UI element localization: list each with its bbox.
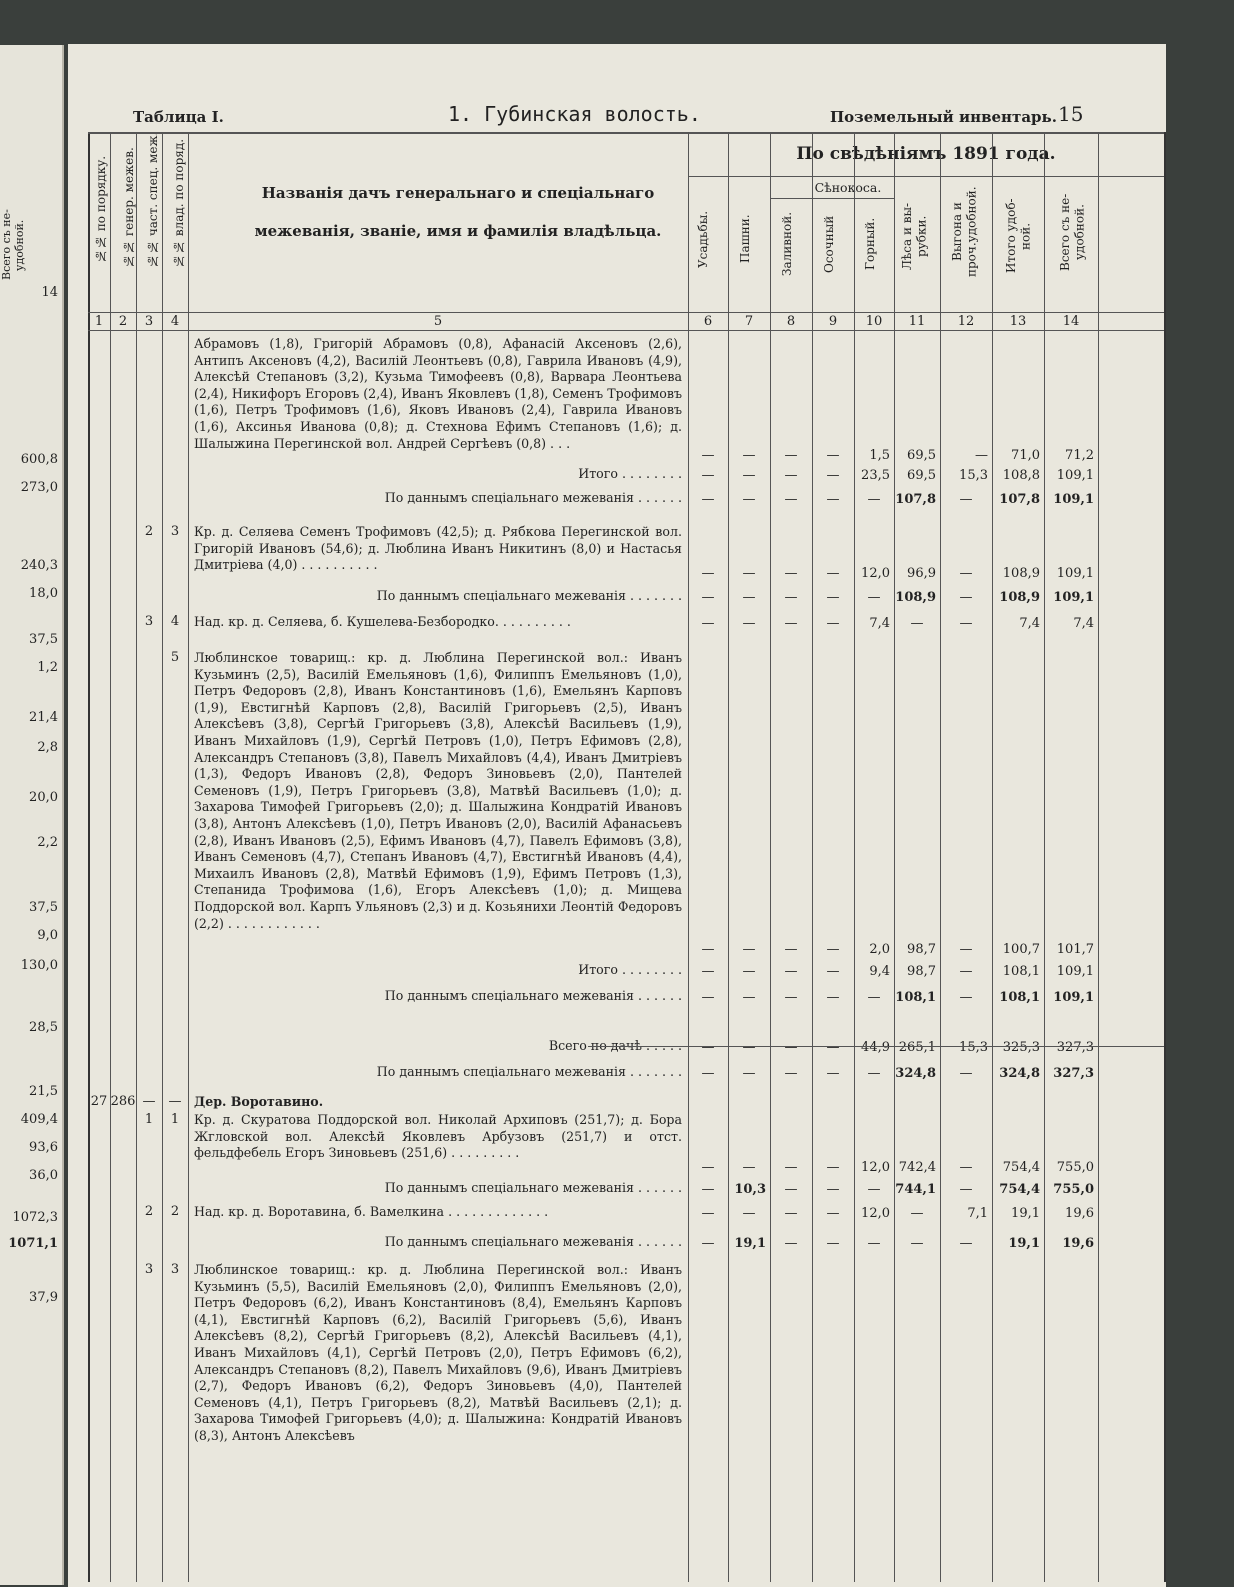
value-cell: 19,1 [734, 1236, 766, 1251]
value-cell: 7,4 [1073, 616, 1094, 631]
col-header-6: Усадьбы. [696, 210, 710, 268]
empty-cell: — [784, 448, 798, 463]
table-row [88, 466, 1164, 486]
left-value: 37,5 [29, 632, 58, 647]
empty-cell: — [784, 616, 798, 631]
row-rule [588, 1046, 1164, 1047]
col-header-4: №№ влад. по поряд. [172, 138, 186, 268]
empty-cell: — [701, 1066, 715, 1081]
empty-cell: — [867, 1236, 881, 1251]
owner-text: Над. кр. д. Воротавина, б. Вамелкина . . . . . . . . . . . . . [194, 1204, 549, 1219]
value-cell: 19,6 [1065, 1206, 1094, 1221]
value-cell: 109,1 [1053, 590, 1094, 605]
empty-cell: — [784, 990, 798, 1005]
empty-cell: — [784, 964, 798, 979]
empty-cell: — [826, 964, 840, 979]
empty-cell: — [910, 1236, 924, 1251]
row-label: Итого . . . . . . . . [578, 962, 682, 977]
col-rule [136, 132, 137, 1582]
value-cell: 327,3 [1053, 1066, 1094, 1081]
empty-cell: — [742, 590, 756, 605]
value-cell: 107,8 [999, 492, 1040, 507]
col-rule [162, 132, 163, 1582]
owner-text: Кр. д. Скуратова Поддорской вол. Николай Архиповъ (251,7); д. Бора Жгловской вол. Алексѣй Яковлевъ Арбузовъ (251,7) и отст. фельдфебель Егоръ Зиновьевъ (251,6) . . . . . . . . . [194, 1112, 682, 1161]
column-number: 11 [908, 314, 926, 329]
value-cell: 109,1 [1053, 990, 1094, 1005]
left-page-column-header [0, 175, 36, 315]
section-title: Поземельный инвентарь. [830, 108, 1057, 126]
table-row [88, 524, 1164, 584]
value-cell: 1,5 [869, 448, 890, 463]
value-cell: 19,6 [1062, 1236, 1094, 1251]
table-row [88, 588, 1164, 608]
value-cell: 69,5 [907, 468, 936, 483]
left-header-line-1: Всего съ не- [0, 209, 13, 281]
empty-cell: — [701, 566, 715, 581]
empty-cell: — [701, 616, 715, 631]
table-row [88, 336, 1164, 466]
page-title: 1. Губинская волость. [448, 102, 701, 126]
empty-cell: — [826, 468, 840, 483]
row-rule [88, 312, 1164, 313]
column-number: 10 [865, 314, 883, 329]
empty-cell: — [701, 468, 715, 483]
column-number: 12 [957, 314, 975, 329]
value-cell: 100,7 [1002, 942, 1040, 957]
index-cell: — [142, 1094, 156, 1109]
column-number: 5 [433, 314, 443, 329]
left-value: 37,9 [29, 1290, 58, 1305]
value-cell: 10,3 [734, 1182, 766, 1197]
survey-header: По свѣдѣніямъ 1891 года. [796, 144, 1056, 164]
table-label: Таблица I. [133, 108, 224, 126]
empty-cell: — [959, 616, 973, 631]
row-rule [88, 330, 1164, 331]
value-cell: 98,7 [907, 942, 936, 957]
col-rule [688, 132, 689, 1582]
empty-cell: — [826, 616, 840, 631]
empty-cell: — [826, 1206, 840, 1221]
empty-cell: — [867, 492, 881, 507]
value-cell: 108,9 [1002, 566, 1040, 581]
table-row [88, 1262, 1164, 1562]
left-value: 9,0 [37, 928, 58, 943]
value-cell: — [975, 448, 988, 463]
table-row [88, 650, 1164, 960]
empty-cell: — [742, 492, 756, 507]
left-value: 1071,1 [8, 1236, 58, 1251]
col-rule [1098, 132, 1099, 1582]
empty-cell: — [742, 1066, 756, 1081]
value-cell: 108,8 [1002, 468, 1040, 483]
empty-cell: — [784, 566, 798, 581]
empty-cell: — [959, 1182, 973, 1197]
empty-cell: — [784, 1236, 798, 1251]
value-cell: 15,3 [959, 468, 988, 483]
row-label: По даннымъ спеціальнаго межеванія . . . . . . [384, 988, 682, 1003]
col-header-5: Названія дачъ генеральнаго и спеціальнаго межеванія, званіе, имя и фамилія владѣльца. [254, 184, 662, 240]
left-value: 36,0 [29, 1168, 58, 1183]
value-cell: 742,4 [898, 1160, 936, 1175]
table-row [88, 1234, 1164, 1254]
index-cell: — [168, 1094, 182, 1109]
value-cell: 98,7 [907, 964, 936, 979]
col-rule [940, 132, 941, 1582]
empty-cell: — [742, 1040, 756, 1055]
value-cell: 7,1 [967, 1206, 988, 1221]
left-value: 37,5 [29, 900, 58, 915]
value-cell: 7,4 [1019, 616, 1040, 631]
empty-cell: — [959, 990, 973, 1005]
value-cell: 327,3 [1056, 1040, 1094, 1055]
empty-cell: — [701, 1206, 715, 1221]
value-cell: 101,7 [1056, 942, 1094, 957]
value-cell: 96,9 [907, 566, 936, 581]
row-label: По даннымъ спеціальнаго межеванія . . . . . . [384, 490, 682, 505]
page [68, 44, 1166, 1587]
left-value: 20,0 [29, 790, 58, 805]
col-header-8: Заливной. [780, 211, 794, 277]
empty-cell: — [959, 566, 973, 581]
value-cell: 109,1 [1053, 492, 1094, 507]
empty-cell: — [867, 990, 881, 1005]
empty-cell: — [826, 590, 840, 605]
owner-text: Кр. д. Селяева Семенъ Трофимовъ (42,5); д. Рябкова Перегинской вол. Григорій Ивановъ (54,6); д. Люблина Иванъ Никитинъ (8,0) и Настасья Дмитріева (4,0) . . . . . . . . . . [194, 524, 682, 573]
col-header-12: Выгона и проч.удобной. [950, 186, 979, 278]
left-value: 21,4 [29, 710, 58, 725]
row-rule [688, 176, 1164, 177]
empty-cell: — [826, 990, 840, 1005]
index-cell: 286 [110, 1094, 136, 1109]
empty-cell: — [959, 964, 973, 979]
empty-cell: — [784, 1066, 798, 1081]
empty-cell: — [784, 1182, 798, 1197]
empty-cell: — [701, 1236, 715, 1251]
owner-text: Абрамовъ (1,8), Григорій Абрамовъ (0,8), Афанасій Аксеновъ (2,6), Антипъ Аксеновъ (4,2), Василій Леонтьевъ (0,8), Гаврила Ивановъ (4,9), Алексѣй Степановъ (3,2), Кузьма Тимофеевъ (0,8), Варвара Леонтьева (2,4), Никифоръ Егоровъ (2,4), Иванъ Яковлевъ (1,8), Семенъ Трофимовъ (1,6), Петръ Трофимовъ (1,6), Яковъ Ивановъ (2,4), Гаврила Ивановъ (1,6), Аксинья Иванова (0,8); д. Стехнова Ефимъ Степановъ (1,6); д. Шалыжина Перегинской вол. Андрей Сергѣевъ (0,8) . . . [194, 336, 682, 451]
empty-cell: — [867, 590, 881, 605]
col-header-3: №№ част. спец. меж. [146, 131, 160, 268]
col-header-9: Осочный [822, 215, 836, 273]
value-cell: 754,4 [999, 1182, 1040, 1197]
col-rule [188, 132, 189, 1582]
value-cell: 324,8 [999, 1066, 1040, 1081]
empty-cell: — [867, 1066, 881, 1081]
empty-cell: — [701, 1040, 715, 1055]
col-rule [1044, 132, 1045, 1582]
index-cell: 3 [144, 614, 154, 629]
value-cell: 109,1 [1056, 964, 1094, 979]
page-number: 15 [1058, 102, 1084, 126]
index-cell: 1 [170, 1112, 180, 1127]
empty-cell: — [784, 1160, 798, 1175]
index-cell: 1 [144, 1112, 154, 1127]
value-cell: 108,9 [999, 590, 1040, 605]
value-cell: 108,9 [895, 590, 936, 605]
col-rule [894, 132, 895, 1582]
empty-cell: — [784, 492, 798, 507]
left-value: 93,6 [29, 1140, 58, 1155]
empty-cell: — [784, 942, 798, 957]
owner-text: Люблинское товарищ.: кр. д. Люблина Перегинской вол.: Иванъ Кузьминъ (5,5), Василій Емельяновъ (2,0), Филиппъ Емельяновъ (2,0), Петръ Федоровъ (6,2), Иванъ Константиновъ (8,4), Емельянъ Карповъ (4,1), Евстигнѣй Карповъ (6,2), Василій Григорьевъ (5,6), Иванъ Алексѣевъ (8,2), Сергѣй Григорьевъ (8,2), Алексѣй Васильевъ (4,1), Иванъ Михайловъ (4,1), Сергѣй Петровъ (2,0), Петръ Ефимовъ (6,2), Александръ Степановъ (8,2), Павелъ Михайловъ (9,6), Иванъ Дмитріевъ (2,7), Федоръ Ивановъ (6,2), Федоръ Зиновьевъ (4,0), Пантелей Семеновъ (4,1), Петръ Григорьевъ (8,2), Матвѣй Васильевъ (2,1); д. Захарова Тимофей Григорьевъ (4,0); д. Шалыжина: Кондратій Ивановъ (8,3), Антонъ Алексѣевъ [194, 1262, 682, 1443]
row-rule [770, 198, 894, 199]
table-row [88, 1064, 1164, 1084]
left-value: 1,2 [37, 660, 58, 675]
column-number: 6 [703, 314, 713, 329]
col-header-7: Пашни. [738, 214, 752, 264]
table-row [88, 1180, 1164, 1200]
col-rule [992, 132, 993, 1582]
value-cell: 109,1 [1056, 566, 1094, 581]
row-label: Итого . . . . . . . . [578, 466, 682, 481]
value-cell: 108,1 [895, 990, 936, 1005]
owner-text: Над. кр. д. Селяева, б. Кушелева-Безбородко. . . . . . . . . . [194, 614, 571, 629]
empty-cell: — [784, 1040, 798, 1055]
empty-cell: — [742, 964, 756, 979]
empty-cell: — [742, 468, 756, 483]
row-label: По даннымъ спеціальнаго межеванія . . . . . . [384, 1234, 682, 1249]
col-rule [728, 132, 729, 1582]
empty-cell: — [701, 590, 715, 605]
table-row [88, 988, 1164, 1008]
left-value: 28,5 [29, 1020, 58, 1035]
left-value: 1072,3 [12, 1210, 58, 1225]
col-header-13: Итого удоб-ной. [1004, 198, 1033, 274]
col-rule [110, 132, 111, 1582]
column-number: 13 [1009, 314, 1027, 329]
empty-cell: — [826, 1182, 840, 1197]
owner-text: Дер. Воротавино. [194, 1094, 324, 1109]
index-cell: 2 [144, 1204, 154, 1219]
column-number: 14 [1062, 314, 1080, 329]
value-cell: 754,4 [1002, 1160, 1040, 1175]
left-value: 240,3 [20, 558, 58, 573]
column-number: 8 [786, 314, 796, 329]
row-rule [88, 132, 1164, 134]
value-cell: 71,2 [1065, 448, 1094, 463]
value-cell: 265,1 [898, 1040, 936, 1055]
col-header-11: Лѣса и вы-рубки. [900, 202, 929, 270]
empty-cell: — [959, 590, 973, 605]
empty-cell: — [784, 1206, 798, 1221]
empty-cell: — [826, 1066, 840, 1081]
column-number: 1 [94, 314, 104, 329]
empty-cell: — [867, 1182, 881, 1197]
left-value: 18,0 [29, 586, 58, 601]
value-cell: 19,1 [1008, 1236, 1040, 1251]
row-label: По даннымъ спеціальнаго межеванія . . . . . . . [376, 588, 682, 603]
index-cell: 3 [144, 1262, 154, 1277]
value-cell: 324,8 [895, 1066, 936, 1081]
column-number: 7 [744, 314, 754, 329]
empty-cell: — [701, 990, 715, 1005]
value-cell: 108,1 [1002, 964, 1040, 979]
left-value: 2,8 [37, 740, 58, 755]
row-label: Всего по дачѣ . . . . . [548, 1038, 682, 1053]
empty-cell: — [826, 448, 840, 463]
empty-cell: — [742, 990, 756, 1005]
empty-cell: — [784, 590, 798, 605]
value-cell: 44,9 [861, 1040, 890, 1055]
value-cell: 755,0 [1053, 1182, 1094, 1197]
empty-cell: — [910, 1206, 924, 1221]
table-row [88, 1094, 1164, 1112]
empty-cell: — [826, 942, 840, 957]
left-value: 600,8 [20, 452, 58, 467]
value-cell: 23,5 [861, 468, 890, 483]
column-number: 4 [170, 314, 180, 329]
column-number: 2 [118, 314, 128, 329]
left-value: 273,0 [20, 480, 58, 495]
empty-cell: — [701, 1182, 715, 1197]
empty-cell: — [701, 1160, 715, 1175]
empty-cell: — [826, 492, 840, 507]
left-value: 130,0 [20, 958, 58, 973]
col-header-1: №№ по порядку. [94, 155, 108, 263]
table-row [88, 962, 1164, 982]
hay-header: Сѣнокоса. [814, 180, 882, 195]
value-cell: 744,1 [895, 1182, 936, 1197]
value-cell: 15,3 [959, 1040, 988, 1055]
index-cell: 3 [170, 1262, 180, 1277]
value-cell: 2,0 [869, 942, 890, 957]
index-cell: 5 [170, 650, 180, 665]
empty-cell: — [910, 616, 924, 631]
value-cell: 7,4 [869, 616, 890, 631]
value-cell: 69,5 [907, 448, 936, 463]
empty-cell: — [959, 1066, 973, 1081]
index-cell: 3 [170, 524, 180, 539]
table-row [88, 490, 1164, 510]
empty-cell: — [826, 1040, 840, 1055]
empty-cell: — [742, 448, 756, 463]
empty-cell: — [959, 1160, 973, 1175]
col-rule [770, 132, 771, 1582]
col-header-10: Горный. [863, 217, 877, 271]
index-cell: 27 [90, 1094, 108, 1109]
col-header-14: Всего съ не-удобной. [1058, 193, 1087, 271]
empty-cell: — [959, 942, 973, 957]
column-number: 9 [828, 314, 838, 329]
index-cell: 2 [144, 524, 154, 539]
empty-cell: — [742, 942, 756, 957]
index-cell: 4 [170, 614, 180, 629]
empty-cell: — [701, 964, 715, 979]
col-rule [854, 132, 855, 1582]
left-header-line-2: удобной. [13, 219, 26, 271]
empty-cell: — [959, 1236, 973, 1251]
empty-cell: — [742, 616, 756, 631]
empty-cell: — [701, 448, 715, 463]
empty-cell: — [701, 942, 715, 957]
table-row [88, 614, 1164, 634]
value-cell: 755,0 [1056, 1160, 1094, 1175]
table-row [88, 1204, 1164, 1224]
value-cell: 12,0 [861, 1206, 890, 1221]
col-header-2: №№ генер. межев. [122, 147, 136, 268]
left-value: 2,2 [37, 835, 58, 850]
owner-text: Люблинское товарищ.: кр. д. Люблина Перегинской вол.: Иванъ Кузьминъ (2,5), Василій Емельяновъ (1,6), Филиппъ Емельяновъ (1,0), Петръ Федоровъ (2,8), Иванъ Константиновъ (1,6), Емельянъ Карповъ (1,9), Евстигнѣй Карповъ (2,8), Василій Григорьевъ (2,5), Иванъ Алексѣевъ (3,8), Сергѣй Григорьевъ (3,8), Алексѣй Васильевъ (1,9), Иванъ Михайловъ (1,9), Сергѣй Петровъ (1,0), Петръ Ефимовъ (2,8), Александръ Степановъ (3,8), Павелъ Михайловъ (4,4), Иванъ Дмитріевъ (1,3), Федоръ Ивановъ (2,8), Федоръ Зиновьевъ (2,0), Пантелей Семеновъ (1,9), Петръ Григорьевъ (3,8), Матвѣй Васильевъ (1,0); д. Захарова Тимофей Григорьевъ (2,0); д. Шалыжина Кондратій Ивановъ (3,8), Антонъ Алексѣевъ (1,0), Петръ Ивановъ (2,0), Василій Афанасьевъ (2,8), Иванъ Ивановъ (2,5), Ефимъ Ивановъ (4,7), Павелъ Ефимовъ (3,8), Иванъ Семеновъ (4,7), Степанъ Ивановъ (4,7), Евстигнѣй Ивановъ (4,4), Михаилъ Ивановъ (2,8), Матвѣй Ефимовъ (1,9), Ефимъ Петровъ (1,3), Степанида Трофимова (1,6), Егоръ Алексѣевъ (1,0); д. Мищева Поддорской вол. Карпъ Ульяновъ (2,3) и д. Козьянихи Леонтій Федоровъ (2,2) . . . . . . . . . . . . [194, 650, 682, 931]
empty-cell: — [826, 1160, 840, 1175]
left-col-number: 14 [41, 285, 58, 300]
table-row [88, 1038, 1164, 1058]
value-cell: 325,3 [1002, 1040, 1040, 1055]
left-page-edge [0, 45, 64, 1585]
left-value: 409,4 [20, 1112, 58, 1127]
row-label: По даннымъ спеціальнаго межеванія . . . . . . . [376, 1064, 682, 1079]
value-cell: 19,1 [1011, 1206, 1040, 1221]
left-value: 21,5 [29, 1084, 58, 1099]
empty-cell: — [959, 492, 973, 507]
empty-cell: — [742, 566, 756, 581]
empty-cell: — [784, 468, 798, 483]
empty-cell: — [742, 1160, 756, 1175]
col-rule [88, 132, 90, 1582]
empty-cell: — [742, 1206, 756, 1221]
row-label: По даннымъ спеціальнаго межеванія . . . . . . [384, 1180, 682, 1195]
value-cell: 108,1 [999, 990, 1040, 1005]
value-cell: 71,0 [1011, 448, 1040, 463]
index-cell: 2 [170, 1204, 180, 1219]
value-cell: 109,1 [1056, 468, 1094, 483]
empty-cell: — [826, 566, 840, 581]
empty-cell: — [701, 492, 715, 507]
value-cell: 12,0 [861, 1160, 890, 1175]
table-row [88, 1112, 1164, 1178]
value-cell: 107,8 [895, 492, 936, 507]
inventory-table [88, 132, 1164, 1582]
col-rule [812, 132, 813, 1582]
column-number: 3 [144, 314, 154, 329]
value-cell: 9,4 [869, 964, 890, 979]
empty-cell: — [826, 1236, 840, 1251]
value-cell: 12,0 [861, 566, 890, 581]
col-rule [1164, 132, 1166, 1582]
